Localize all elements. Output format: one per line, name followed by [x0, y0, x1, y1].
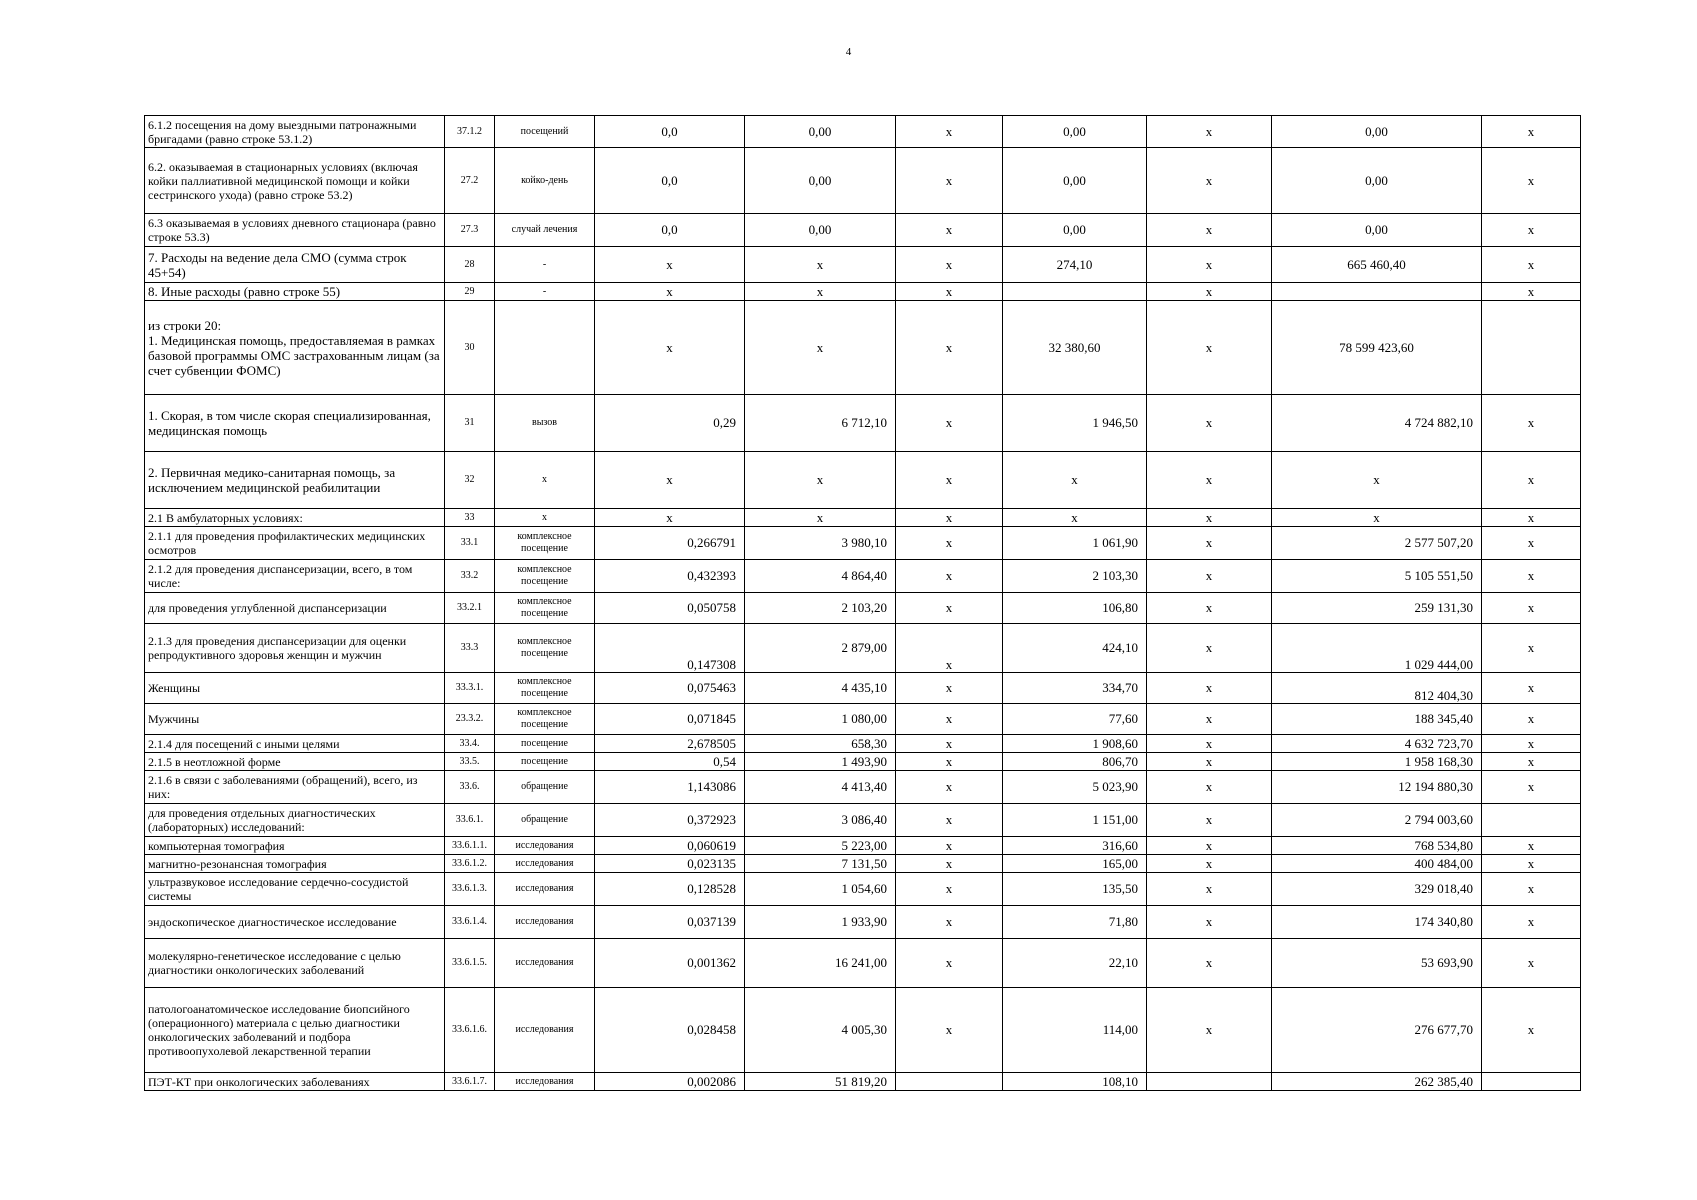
table-row	[145, 247, 1581, 283]
cell-total-oms: 188 345,40	[1272, 704, 1482, 735]
cell-unit: комплексное посещение	[495, 560, 595, 593]
cell-cost-norm: x	[745, 452, 896, 509]
cell-unit: случай лечения	[495, 214, 595, 247]
cell-total-oms: 0,00	[1272, 116, 1482, 148]
cell-row-label: 2.1 В амбулаторных условиях:	[145, 509, 445, 527]
cell-share: x	[1482, 753, 1581, 771]
cell-cost-norm: 0,00	[745, 214, 896, 247]
cell-row-label: 2.1.2 для проведения диспансеризации, всего, в том числе:	[145, 560, 445, 593]
table-row	[145, 283, 1581, 301]
cell-per-capita-oms: 334,70	[1003, 673, 1147, 704]
cell-total-oms: 2 577 507,20	[1272, 527, 1482, 560]
cell-unit: посещение	[495, 735, 595, 753]
cell-share: x	[1482, 247, 1581, 283]
cell-total-oms: 5 105 551,50	[1272, 560, 1482, 593]
cell-per-capita-oms: 71,80	[1003, 906, 1147, 939]
cell-row-code: 33.4.	[445, 735, 495, 753]
cell-row-code: 27.2	[445, 148, 495, 214]
table-row	[145, 395, 1581, 452]
cell-row-code: 33.3.1.	[445, 673, 495, 704]
table-row	[145, 988, 1581, 1073]
cell-share: x	[1482, 509, 1581, 527]
cell-volume-norm: 0,060619	[595, 837, 745, 855]
cell-total-budget: x	[1147, 906, 1272, 939]
cell-total-budget: x	[1147, 753, 1272, 771]
cell-per-capita-oms: 806,70	[1003, 753, 1147, 771]
cell-volume-norm: 0,54	[595, 753, 745, 771]
cell-per-capita-budget: x	[896, 855, 1003, 873]
cell-row-label: Женщины	[145, 673, 445, 704]
cell-per-capita-budget: x	[896, 939, 1003, 988]
cell-volume-norm: 0,432393	[595, 560, 745, 593]
cell-total-budget: x	[1147, 283, 1272, 301]
cell-share: x	[1482, 560, 1581, 593]
cell-unit: комплексное посещение	[495, 593, 595, 624]
cell-share: x	[1482, 527, 1581, 560]
cell-unit: исследования	[495, 939, 595, 988]
cell-row-code: 33.6.	[445, 771, 495, 804]
cell-per-capita-oms: 316,60	[1003, 837, 1147, 855]
cell-row-code: 37.1.2	[445, 116, 495, 148]
cell-cost-norm: 4 435,10	[745, 673, 896, 704]
cell-cost-norm: x	[745, 301, 896, 395]
cell-share: x	[1482, 593, 1581, 624]
cell-share: x	[1482, 735, 1581, 753]
cell-share	[1482, 1073, 1581, 1091]
cell-row-code: 33.6.1.2.	[445, 855, 495, 873]
cell-per-capita-budget: x	[896, 148, 1003, 214]
cell-per-capita-budget: x	[896, 509, 1003, 527]
cell-total-budget: x	[1147, 509, 1272, 527]
table-row	[145, 873, 1581, 906]
cell-volume-norm: 0,002086	[595, 1073, 745, 1091]
cell-volume-norm: 0,0	[595, 116, 745, 148]
cell-row-label: 6.2. оказываемая в стационарных условиях (включая койки паллиативной медицинской помощи и койки сестринского ухода) (равно строке 53.2)	[145, 148, 445, 214]
cell-cost-norm: 0,00	[745, 148, 896, 214]
cell-row-label: Мужчины	[145, 704, 445, 735]
cell-cost-norm: 0,00	[745, 116, 896, 148]
table-row	[145, 509, 1581, 527]
cell-per-capita-oms: 106,80	[1003, 593, 1147, 624]
cell-per-capita-budget: x	[896, 395, 1003, 452]
cell-volume-norm: 0,050758	[595, 593, 745, 624]
cell-per-capita-oms: 1 946,50	[1003, 395, 1147, 452]
cell-share: x	[1482, 906, 1581, 939]
cell-row-label: эндоскопическое диагностическое исследование	[145, 906, 445, 939]
cell-per-capita-oms: x	[1003, 452, 1147, 509]
cell-cost-norm: 4 864,40	[745, 560, 896, 593]
cell-cost-norm: 4 413,40	[745, 771, 896, 804]
cell-per-capita-budget: x	[896, 988, 1003, 1073]
cell-cost-norm: 1 493,90	[745, 753, 896, 771]
cell-total-oms: 768 534,80	[1272, 837, 1482, 855]
cell-per-capita-budget: x	[896, 837, 1003, 855]
cell-total-budget: x	[1147, 247, 1272, 283]
cell-per-capita-budget: x	[896, 753, 1003, 771]
table-row	[145, 560, 1581, 593]
cell-per-capita-budget: x	[896, 704, 1003, 735]
cell-row-label: из строки 20: 1. Медицинская помощь, предоставляемая в рамках базовой программы ОМС застрахованным лицам (за счет субвенции ФОМС)	[145, 301, 445, 395]
cell-unit: койко-день	[495, 148, 595, 214]
cell-volume-norm: 0,071845	[595, 704, 745, 735]
cell-per-capita-budget: x	[896, 301, 1003, 395]
cell-unit: исследования	[495, 906, 595, 939]
cell-row-label: 2.1.4 для посещений с иными целями	[145, 735, 445, 753]
table-row	[145, 906, 1581, 939]
cell-per-capita-oms: 1 151,00	[1003, 804, 1147, 837]
cell-row-label: 6.3 оказываемая в условиях дневного стационара (равно строке 53.3)	[145, 214, 445, 247]
cell-share: x	[1482, 214, 1581, 247]
cell-total-budget: x	[1147, 214, 1272, 247]
cell-total-oms: 1 029 444,00	[1272, 624, 1482, 673]
data-table	[144, 115, 1581, 1091]
cell-total-budget: x	[1147, 804, 1272, 837]
cell-total-budget	[1147, 1073, 1272, 1091]
cell-share	[1482, 804, 1581, 837]
table-body	[145, 116, 1581, 1091]
cell-unit: -	[495, 247, 595, 283]
cell-per-capita-oms: 2 103,30	[1003, 560, 1147, 593]
table-row	[145, 837, 1581, 855]
cell-per-capita-oms: 0,00	[1003, 116, 1147, 148]
cell-share: x	[1482, 116, 1581, 148]
cell-volume-norm: 0,266791	[595, 527, 745, 560]
cell-total-budget: x	[1147, 939, 1272, 988]
cell-cost-norm: 1 054,60	[745, 873, 896, 906]
cell-total-oms: 276 677,70	[1272, 988, 1482, 1073]
cell-per-capita-budget: x	[896, 873, 1003, 906]
cell-per-capita-budget: x	[896, 214, 1003, 247]
cell-cost-norm: x	[745, 247, 896, 283]
cell-total-oms: x	[1272, 509, 1482, 527]
cell-share: x	[1482, 939, 1581, 988]
table-row	[145, 753, 1581, 771]
cell-per-capita-oms: 5 023,90	[1003, 771, 1147, 804]
cell-row-label: компьютерная томография	[145, 837, 445, 855]
cell-row-code: 33.6.1.	[445, 804, 495, 837]
cell-per-capita-oms: 77,60	[1003, 704, 1147, 735]
cell-per-capita-oms: 1 908,60	[1003, 735, 1147, 753]
cell-per-capita-oms: 135,50	[1003, 873, 1147, 906]
cell-row-label: 6.1.2 посещения на дому выездными патронажными бригадами (равно строке 53.1.2)	[145, 116, 445, 148]
cell-total-oms: 665 460,40	[1272, 247, 1482, 283]
cell-total-budget: x	[1147, 988, 1272, 1073]
cell-per-capita-budget: x	[896, 452, 1003, 509]
cell-share: x	[1482, 771, 1581, 804]
table-row	[145, 771, 1581, 804]
cell-share: x	[1482, 395, 1581, 452]
cell-per-capita-oms: 165,00	[1003, 855, 1147, 873]
cell-cost-norm: 6 712,10	[745, 395, 896, 452]
table-row	[145, 1073, 1581, 1091]
cell-volume-norm: 0,0	[595, 148, 745, 214]
cell-total-oms: 0,00	[1272, 148, 1482, 214]
cell-unit: исследования	[495, 1073, 595, 1091]
cell-row-code: 33.6.1.5.	[445, 939, 495, 988]
cell-cost-norm: 2 879,00	[745, 624, 896, 673]
cell-per-capita-oms: 0,00	[1003, 214, 1147, 247]
cell-volume-norm: x	[595, 509, 745, 527]
cell-per-capita-oms: 0,00	[1003, 148, 1147, 214]
cell-unit: вызов	[495, 395, 595, 452]
cell-unit	[495, 301, 595, 395]
cell-total-oms: 329 018,40	[1272, 873, 1482, 906]
cell-unit: посещений	[495, 116, 595, 148]
cell-row-code: 33.6.1.3.	[445, 873, 495, 906]
cell-total-budget: x	[1147, 527, 1272, 560]
cell-volume-norm: 0,372923	[595, 804, 745, 837]
cell-row-code: 31	[445, 395, 495, 452]
cell-row-code: 33.6.1.6.	[445, 988, 495, 1073]
cell-per-capita-budget: x	[896, 560, 1003, 593]
cell-per-capita-budget: x	[896, 804, 1003, 837]
cell-per-capita-oms: 114,00	[1003, 988, 1147, 1073]
table-row	[145, 452, 1581, 509]
cell-total-oms: 12 194 880,30	[1272, 771, 1482, 804]
cell-total-oms: 53 693,90	[1272, 939, 1482, 988]
cell-total-budget: x	[1147, 452, 1272, 509]
cell-per-capita-oms: x	[1003, 509, 1147, 527]
cell-volume-norm: 0,147308	[595, 624, 745, 673]
cell-share: x	[1482, 855, 1581, 873]
cell-row-code: 33.5.	[445, 753, 495, 771]
cell-share	[1482, 301, 1581, 395]
cell-cost-norm: 2 103,20	[745, 593, 896, 624]
cell-volume-norm: 0,075463	[595, 673, 745, 704]
cell-total-budget: x	[1147, 735, 1272, 753]
cell-per-capita-budget: x	[896, 116, 1003, 148]
cell-unit: исследования	[495, 873, 595, 906]
cell-row-label: патологоанатомическое исследование биопсийного (операционного) материала с целью диагностики онкологических заболеваний и подбора противоопухолевой лекарственной терапии	[145, 988, 445, 1073]
cell-row-label: ПЭТ-КТ при онкологических заболеваниях	[145, 1073, 445, 1091]
cell-share: x	[1482, 624, 1581, 673]
cell-volume-norm: 1,143086	[595, 771, 745, 804]
cell-row-code: 28	[445, 247, 495, 283]
cell-row-label: 2.1.1 для проведения профилактических медицинских осмотров	[145, 527, 445, 560]
cell-cost-norm: 3 086,40	[745, 804, 896, 837]
cell-per-capita-oms: 32 380,60	[1003, 301, 1147, 395]
cell-per-capita-budget: x	[896, 771, 1003, 804]
cell-row-code: 23.3.2.	[445, 704, 495, 735]
cell-row-label: 7. Расходы на ведение дела СМО (сумма строк 45+54)	[145, 247, 445, 283]
cell-total-budget: x	[1147, 873, 1272, 906]
cell-row-code: 33.6.1.7.	[445, 1073, 495, 1091]
cell-unit: обращение	[495, 804, 595, 837]
table-row	[145, 855, 1581, 873]
cell-row-label: 2.1.3 для проведения диспансеризации для оценки репродуктивного здоровья женщин и мужчин	[145, 624, 445, 673]
cell-unit: обращение	[495, 771, 595, 804]
cell-cost-norm: 3 980,10	[745, 527, 896, 560]
cell-total-budget: x	[1147, 624, 1272, 673]
cell-cost-norm: 658,30	[745, 735, 896, 753]
cell-cost-norm: 5 223,00	[745, 837, 896, 855]
cell-volume-norm: x	[595, 283, 745, 301]
cell-total-oms: 4 724 882,10	[1272, 395, 1482, 452]
cell-row-label: ультразвуковое исследование сердечно-сосудистой системы	[145, 873, 445, 906]
cell-unit: -	[495, 283, 595, 301]
cell-cost-norm: 7 131,50	[745, 855, 896, 873]
cell-total-oms: 174 340,80	[1272, 906, 1482, 939]
cell-row-code: 30	[445, 301, 495, 395]
cell-volume-norm: 0,028458	[595, 988, 745, 1073]
cell-total-oms: 0,00	[1272, 214, 1482, 247]
cell-unit: исследования	[495, 837, 595, 855]
cell-row-label: молекулярно-генетическое исследование с целью диагностики онкологических заболеваний	[145, 939, 445, 988]
cell-unit: исследования	[495, 855, 595, 873]
table-row	[145, 301, 1581, 395]
cell-volume-norm: x	[595, 247, 745, 283]
cell-total-oms: 400 484,00	[1272, 855, 1482, 873]
cell-row-code: 27.3	[445, 214, 495, 247]
cell-row-code: 33.6.1.4.	[445, 906, 495, 939]
cell-share: x	[1482, 837, 1581, 855]
cell-share: x	[1482, 283, 1581, 301]
cell-share: x	[1482, 452, 1581, 509]
cell-total-budget: x	[1147, 148, 1272, 214]
cell-volume-norm: 2,678505	[595, 735, 745, 753]
cell-total-budget: x	[1147, 771, 1272, 804]
cell-unit: комплексное посещение	[495, 704, 595, 735]
cell-per-capita-oms: 424,10	[1003, 624, 1147, 673]
cell-row-code: 33	[445, 509, 495, 527]
cell-row-code: 33.6.1.1.	[445, 837, 495, 855]
cell-per-capita-budget: x	[896, 906, 1003, 939]
cell-volume-norm: 0,0	[595, 214, 745, 247]
cell-unit: исследования	[495, 988, 595, 1073]
cell-row-label: магнитно-резонансная томография	[145, 855, 445, 873]
cell-total-oms: 2 794 003,60	[1272, 804, 1482, 837]
page-number: 4	[845, 46, 852, 58]
cell-volume-norm: x	[595, 452, 745, 509]
cell-share: x	[1482, 988, 1581, 1073]
table-row	[145, 939, 1581, 988]
cell-cost-norm: 16 241,00	[745, 939, 896, 988]
cell-row-code: 33.3	[445, 624, 495, 673]
cell-total-budget: x	[1147, 116, 1272, 148]
cell-total-budget: x	[1147, 673, 1272, 704]
cell-volume-norm: 0,128528	[595, 873, 745, 906]
cell-per-capita-oms: 22,10	[1003, 939, 1147, 988]
cell-row-code: 32	[445, 452, 495, 509]
cell-row-code: 33.2.1	[445, 593, 495, 624]
cell-per-capita-budget: x	[896, 283, 1003, 301]
cell-volume-norm: 0,29	[595, 395, 745, 452]
table-row	[145, 527, 1581, 560]
cell-per-capita-oms	[1003, 283, 1147, 301]
cell-row-label: 8. Иные расходы (равно строке 55)	[145, 283, 445, 301]
cell-row-label: 1. Скорая, в том числе скорая специализированная, медицинская помощь	[145, 395, 445, 452]
cell-volume-norm: x	[595, 301, 745, 395]
cell-total-oms: 812 404,30	[1272, 673, 1482, 704]
cell-per-capita-budget: x	[896, 735, 1003, 753]
cell-volume-norm: 0,037139	[595, 906, 745, 939]
cell-row-label: для проведения углубленной диспансеризации	[145, 593, 445, 624]
table-row	[145, 148, 1581, 214]
cell-cost-norm: 1 933,90	[745, 906, 896, 939]
cell-total-oms: 78 599 423,60	[1272, 301, 1482, 395]
cell-total-budget: x	[1147, 704, 1272, 735]
cell-row-label: 2.1.5 в неотложной форме	[145, 753, 445, 771]
cell-row-label: для проведения отдельных диагностических (лабораторных) исследований:	[145, 804, 445, 837]
table-row	[145, 593, 1581, 624]
cell-per-capita-oms: 1 061,90	[1003, 527, 1147, 560]
table-row	[145, 735, 1581, 753]
cell-unit: комплексное посещение	[495, 673, 595, 704]
cell-total-oms: 259 131,30	[1272, 593, 1482, 624]
cell-row-code: 29	[445, 283, 495, 301]
cell-volume-norm: 0,023135	[595, 855, 745, 873]
cell-total-budget: x	[1147, 837, 1272, 855]
cell-per-capita-budget: x	[896, 247, 1003, 283]
table-row	[145, 704, 1581, 735]
cell-cost-norm: 51 819,20	[745, 1073, 896, 1091]
cell-share: x	[1482, 148, 1581, 214]
cell-volume-norm: 0,001362	[595, 939, 745, 988]
cell-row-label: 2. Первичная медико-санитарная помощь, за исключением медицинской реабилитации	[145, 452, 445, 509]
cell-per-capita-budget: x	[896, 527, 1003, 560]
cell-total-budget: x	[1147, 593, 1272, 624]
cell-share: x	[1482, 873, 1581, 906]
cell-total-oms: 1 958 168,30	[1272, 753, 1482, 771]
cell-share: x	[1482, 704, 1581, 735]
cell-per-capita-budget: x	[896, 593, 1003, 624]
table-row	[145, 673, 1581, 704]
table-row	[145, 116, 1581, 148]
cell-per-capita-oms: 274,10	[1003, 247, 1147, 283]
table-row	[145, 624, 1581, 673]
cell-row-label: 2.1.6 в связи с заболеваниями (обращений), всего, из них:	[145, 771, 445, 804]
cell-unit: посещение	[495, 753, 595, 771]
cell-cost-norm: x	[745, 283, 896, 301]
table-row	[145, 214, 1581, 247]
cell-row-code: 33.2	[445, 560, 495, 593]
cell-share: x	[1482, 673, 1581, 704]
cell-total-oms: 262 385,40	[1272, 1073, 1482, 1091]
cell-total-oms: x	[1272, 452, 1482, 509]
cell-total-budget: x	[1147, 560, 1272, 593]
cell-total-oms: 4 632 723,70	[1272, 735, 1482, 753]
cell-total-budget: x	[1147, 301, 1272, 395]
cell-unit: комплексное посещение	[495, 624, 595, 673]
cell-cost-norm: 4 005,30	[745, 988, 896, 1073]
cell-total-budget: x	[1147, 395, 1272, 452]
cell-per-capita-budget	[896, 1073, 1003, 1091]
cell-cost-norm: 1 080,00	[745, 704, 896, 735]
cell-per-capita-oms: 108,10	[1003, 1073, 1147, 1091]
cell-unit: x	[495, 509, 595, 527]
cell-total-oms	[1272, 283, 1482, 301]
cell-total-budget: x	[1147, 855, 1272, 873]
cell-cost-norm: x	[745, 509, 896, 527]
cell-per-capita-budget: x	[896, 624, 1003, 673]
table-row	[145, 804, 1581, 837]
cell-unit: комплексное посещение	[495, 527, 595, 560]
cell-unit: x	[495, 452, 595, 509]
cell-row-code: 33.1	[445, 527, 495, 560]
cell-per-capita-budget: x	[896, 673, 1003, 704]
